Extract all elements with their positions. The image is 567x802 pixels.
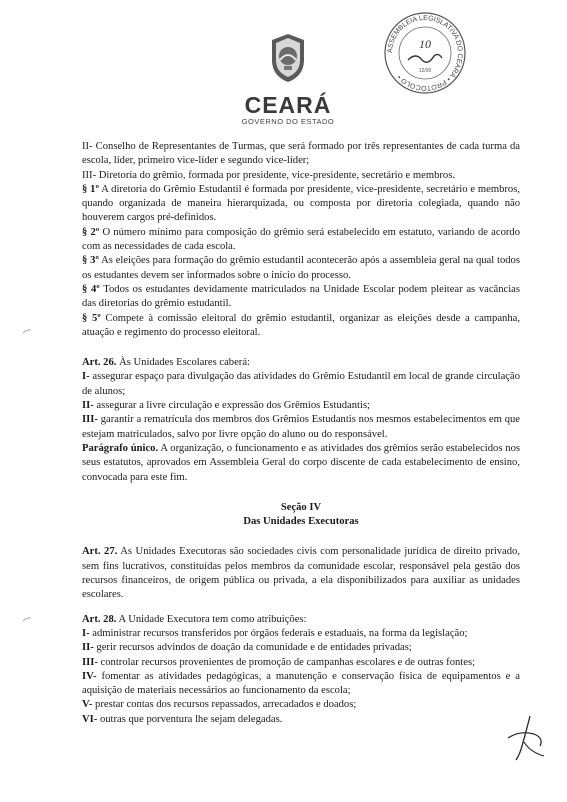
brand-name: CEARÁ [244,92,332,118]
item-diretoria: III- Diretoria do grêmio, formada por presidente, vice-presidente, secretário e membros. [82,169,455,181]
article-26-item-1: I- assegurar espaço para divulgação das atividades do Grêmio Estudantil em local de grande circulação de alunos; [82,371,520,397]
section-title: Seção IV [280,501,322,513]
article-28-item-2: II- gerir recursos advindos de doação da comunidade e de entidades privadas; [82,642,412,654]
article-26-item-3: III- garantir a rematrícula dos membros dos Grêmios Estudantis nos mesmos estabelecimentos em que estejam matriculados, salvo por livre opção do aluno ou do responsável. [82,414,520,440]
paragraph-5: § 5º Compete à comissão eleitoral do grêmio estudantil, organizar as eleições desde a campanha, atuação e regimento do processo eleitoral. [82,312,520,338]
article-28-item-6: VI- outras que porventura lhe sejam delegadas. [82,713,283,725]
state-coat-of-arms-icon [266,30,310,86]
svg-text:ASSEMBLEIA LEGISLATIVA DO CEAR [387,15,463,91]
paragraph-3: § 3º As eleições para formação do grêmio estudantil acontecerão após a assembleia geral na qual todos os estudantes devem ser informados sobre o início do processo. [82,255,520,281]
margin-mark [22,328,32,334]
article-26-heading: Art. 26. Às Unidades Escolares caberá: [82,357,250,369]
document-body [82,140,520,727]
stamp-ring-text: ASSEMBLEIA LEGISLATIVA DO CEARÁ • PROTOCOLO • [386,14,464,92]
article-28-item-4: IV- fomentar as atividades pedagógicas, a manutenção e conservação física de equipamentos e a aquisição de materiais necessários ao funcionamento da escola; [82,670,520,697]
item-conselho: II- Conselho de Representantes de Turmas, que será formado por três representantes de cada turma da escola, líder, primeiro vice-líder e segundo vice-líder; [82,141,520,167]
brand-subtitle: GOVERNO DO ESTADO [241,117,335,126]
protocol-stamp [382,10,468,96]
paragraph-4: § 4º Todos os estudantes devidamente matriculados na Unidade Escolar podem pleitear as vacâncias das diretorias do grêmio estudantil. [82,283,520,310]
article-26-sole-paragraph: Parágrafo único. A organização, o funcionamento e as atividades dos grêmios serão estabelecidos nos seus estatutos, aprovados em Assembleia Geral do corpo discente de cada estabelecimento de ensino, convocada para este fim. [82,442,520,483]
stamp-number: 10 [419,37,431,51]
article-28-item-5: V- prestar contas dos recursos repassados, arrecadados e doados; [82,699,357,711]
article-26-item-2: II- assegurar a livre circulação e expressão dos Grêmios Estudantis; [82,400,371,412]
stamp-small-text: 12/00 [418,68,432,74]
paragraph-1: § 1º A diretoria do Grêmio Estudantil é formada por presidente, vice-presidente, secretário e membros, quando organizada de maneira hierarquizada, ou composta por diretoria colegiada, quando não houverem cargos pré-definidos. [82,183,520,224]
article-28-item-3: III- controlar recursos provenientes de promoção de campanhas escolares e de outras fontes; [82,656,476,668]
article-27: Art. 27. As Unidades Executoras são sociedades civis com personalidade jurídica de direito privado, sem fins lucrativos, constituídas pelos membros da comunidade escolar, responsável pela gestão dos recursos financeiros, de origem pública ou privada, a ela disponibilizados para auxiliar as unidades escolares. [82,546,521,601]
initials-signature [500,712,550,764]
article-28-item-1: I- administrar recursos transferidos por órgãos federais e estaduais, na forma da legislação; [82,627,468,639]
section-subtitle: Das Unidades Executoras [243,516,359,528]
letterhead [240,30,336,126]
margin-mark [22,616,32,622]
paragraph-2: § 2º O número mínimo para composição do grêmio será estabelecido em estatuto, variando de acordo com as necessidades de cada escola. [82,226,521,253]
article-28-heading: Art. 28. A Unidade Executora tem como atribuições: [82,613,307,625]
